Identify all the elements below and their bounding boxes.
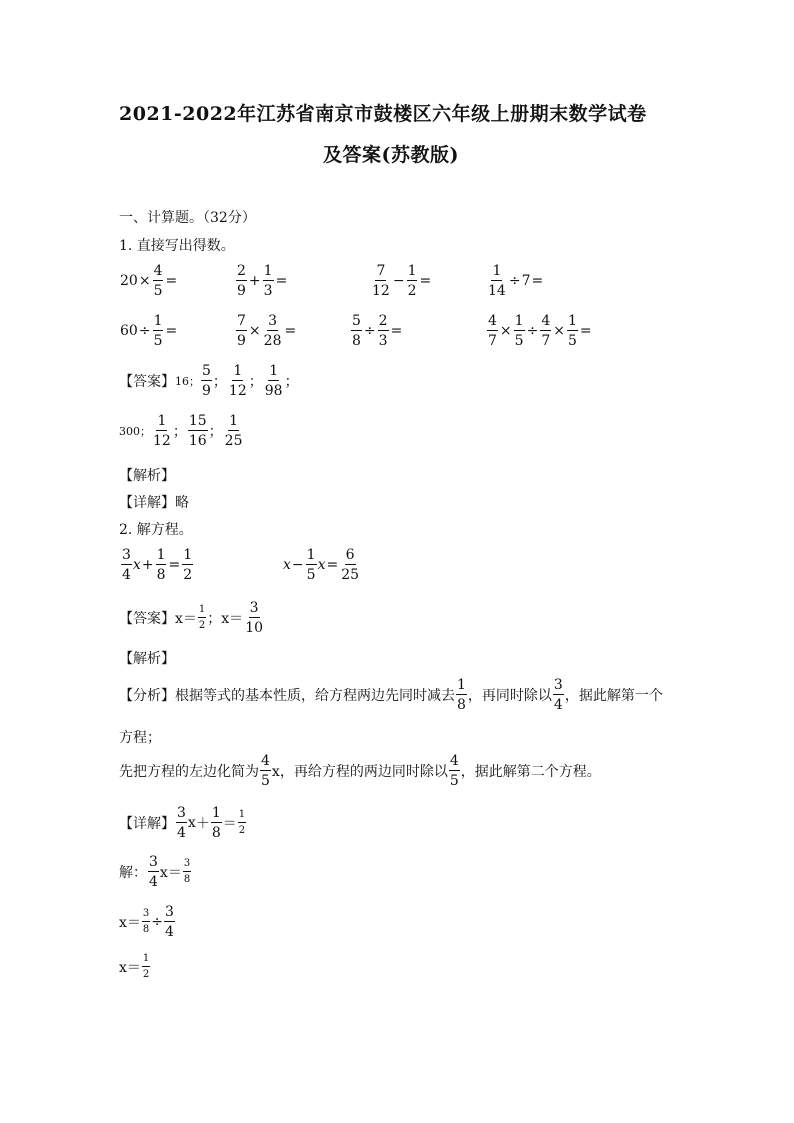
fraction-denominator: 2 [198, 620, 206, 631]
fraction [236, 314, 247, 348]
fraction [153, 264, 164, 298]
math-token: ÷ [526, 323, 539, 339]
calc-item [350, 314, 403, 348]
fraction-denominator: 28 [263, 333, 282, 349]
fraction [182, 548, 193, 582]
math-token: = [531, 273, 544, 289]
fraction-denominator: 9 [202, 383, 211, 399]
fraction [340, 548, 360, 582]
fraction-numerator: 1 [183, 547, 193, 563]
fraction-numerator: 1 [514, 313, 524, 329]
fraction-numerator: 4 [488, 313, 497, 329]
math-token: ÷ [151, 914, 164, 930]
q2-answer [119, 601, 265, 635]
math-token: x [317, 557, 326, 573]
fraction-numerator: 3 [249, 600, 259, 616]
fraction-denominator: 8 [352, 333, 361, 349]
detail-step-4 [119, 954, 151, 980]
math-token: 根据等式的基本性质，给方程两边先同时减去 [175, 688, 455, 704]
math-token: = [275, 273, 288, 289]
math-token: − [392, 273, 405, 289]
math-token: x＝ [221, 611, 244, 627]
fraction [371, 264, 391, 298]
math-token: x＝ [159, 865, 182, 881]
q2-analysis-label: 【解析】 [119, 651, 175, 667]
math-token: = [579, 323, 592, 339]
q1-detail [119, 492, 189, 512]
question-1-prompt: 1. 直接写出得数。 [119, 238, 235, 254]
math-token: ＋ [195, 816, 210, 832]
fraction-denominator: 2 [407, 283, 417, 299]
fraction-numerator: 15 [188, 413, 207, 429]
fraction-numerator: 1 [142, 954, 150, 967]
math-token: ； [207, 611, 222, 627]
math-token: = [390, 323, 403, 339]
detail-step-1 [119, 806, 247, 840]
fraction [351, 314, 362, 348]
math-token: = [419, 273, 432, 289]
math-token: 解： [119, 865, 147, 881]
fraction-numerator: 3 [122, 547, 131, 563]
math-token: + [141, 557, 154, 573]
math-token: 【详解】 [119, 495, 175, 511]
fraction-numerator: 1 [407, 263, 417, 279]
math-token: ； [212, 374, 227, 390]
question-2-prompt: 2. 解方程。 [119, 522, 193, 538]
fraction-denominator: 5 [567, 333, 577, 349]
fraction-denominator: 5 [306, 567, 316, 583]
fraction [378, 314, 389, 348]
fraction-numerator: 7 [376, 263, 386, 279]
math-token: 20 [120, 273, 138, 289]
math-token: 先把方程的左边化简为 [119, 764, 259, 780]
math-token: 【答案】 [119, 374, 175, 390]
fraction-denominator: 7 [488, 333, 497, 349]
math-token: ÷ [363, 323, 376, 339]
fraction [238, 810, 246, 836]
fraction-denominator: 5 [449, 773, 459, 789]
fraction-denominator: 7 [541, 333, 551, 349]
fraction-numerator: 1 [233, 363, 243, 379]
fraction [211, 806, 222, 840]
fraction [244, 601, 264, 635]
math-token: ÷ [508, 273, 521, 289]
math-token: ，据此解第一个 [564, 688, 663, 704]
math-token: ； [208, 424, 223, 440]
math-token: × [138, 273, 151, 289]
math-token: × [499, 323, 512, 339]
math-token: × [553, 323, 565, 339]
fraction [487, 314, 498, 348]
math-token: − [291, 557, 304, 573]
fraction-numerator: 2 [378, 313, 388, 329]
fraction-denominator: 5 [153, 283, 163, 299]
detail-step-2 [119, 855, 192, 889]
fraction-denominator: 4 [165, 924, 174, 940]
fraction-denominator: 4 [149, 874, 158, 890]
calc-item [120, 264, 178, 298]
fraction [224, 414, 244, 448]
fraction [306, 548, 317, 582]
fraction-numerator: 1 [492, 263, 502, 279]
fraction [260, 754, 271, 788]
fraction-denominator: 25 [341, 567, 360, 583]
fraction-denominator: 9 [237, 283, 246, 299]
math-token: ＝ [222, 816, 237, 832]
math-token: = [165, 323, 178, 339]
document-title-line1: 2021-2022年江苏省南京市鼓楼区六年级上册期末数学试卷 [119, 103, 647, 125]
equation-2 [283, 548, 361, 582]
fraction [264, 364, 284, 398]
fraction-numerator: 1 [263, 263, 273, 279]
math-token: 略 [175, 495, 189, 511]
math-token: x [283, 557, 291, 573]
section-heading: 一、计算题。（32分） [119, 210, 256, 226]
document-title-line2: 及答案(苏教版) [323, 144, 459, 166]
fraction-denominator: 2 [142, 969, 150, 980]
calc-item [235, 314, 297, 348]
fraction [201, 364, 212, 398]
fraction [263, 314, 283, 348]
fraction-denominator: 8 [457, 697, 466, 713]
fraction-numerator: 1 [269, 363, 279, 379]
math-token: = [165, 273, 178, 289]
analysis-line-1 [119, 678, 663, 712]
fraction [263, 264, 274, 298]
fraction-denominator: 9 [237, 333, 246, 349]
fraction-denominator: 5 [514, 333, 524, 349]
math-token: 16； [175, 375, 200, 388]
fraction-denominator: 2 [238, 825, 246, 836]
fraction-denominator: 16 [188, 433, 207, 449]
fraction [198, 605, 206, 631]
fraction-denominator: 5 [153, 333, 163, 349]
fraction [553, 678, 564, 712]
fraction-numerator: 1 [457, 677, 466, 693]
fraction [176, 806, 187, 840]
fraction [567, 314, 578, 348]
fraction-numerator: 1 [211, 805, 221, 821]
q1-answer-row1 [119, 364, 299, 398]
fraction [487, 264, 507, 298]
fraction-numerator: 1 [229, 413, 239, 429]
math-token: x＝ [119, 915, 141, 931]
fraction-numerator: 1 [306, 547, 316, 563]
math-token: ； [248, 374, 263, 390]
math-token: 【详解】 [119, 816, 175, 832]
fraction-denominator: 3 [263, 283, 273, 299]
fraction [164, 905, 175, 939]
fraction-numerator: 1 [198, 605, 206, 618]
math-token: x＝ [119, 960, 141, 976]
math-token: + [248, 273, 261, 289]
fraction [142, 954, 150, 980]
math-token: 【答案】 [119, 611, 175, 627]
fraction-numerator: 3 [553, 677, 563, 693]
fraction [188, 414, 208, 448]
fraction-numerator: 5 [352, 313, 361, 329]
fraction-denominator: 4 [122, 567, 131, 583]
math-token: 7 [521, 273, 531, 289]
fraction [540, 314, 551, 348]
fraction-denominator: 8 [156, 567, 166, 583]
math-token: x [132, 557, 141, 573]
fraction-numerator: 4 [153, 263, 163, 279]
math-token: ； [172, 424, 187, 440]
fraction [121, 548, 132, 582]
fraction-numerator: 1 [153, 313, 163, 329]
fraction-denominator: 14 [488, 283, 506, 299]
fraction-denominator: 8 [183, 874, 191, 885]
fraction [514, 314, 525, 348]
calc-item [486, 314, 593, 348]
fraction [228, 364, 248, 398]
calc-item [235, 264, 288, 298]
fraction [152, 414, 172, 448]
math-token: 300； [119, 425, 151, 438]
math-token: ； [284, 374, 299, 390]
fraction-denominator: 8 [142, 924, 150, 935]
fraction-denominator: 4 [553, 697, 563, 713]
calc-item [370, 264, 432, 298]
fraction-denominator: 12 [372, 283, 390, 299]
math-token: ，据此解第二个方程。 [460, 764, 601, 780]
fraction-numerator: 3 [268, 313, 278, 329]
fraction-numerator: 6 [345, 547, 355, 563]
fraction [449, 754, 460, 788]
fraction-denominator: 2 [183, 567, 193, 583]
fraction-denominator: 3 [378, 333, 388, 349]
fraction-numerator: 1 [567, 313, 577, 329]
math-token: 60 [120, 323, 138, 339]
fraction-numerator: 3 [183, 859, 191, 872]
fraction-numerator: 4 [261, 753, 270, 769]
fraction-numerator: 3 [149, 854, 158, 870]
analysis-line-2: 方程； [119, 730, 161, 746]
math-token: ，再同时除以 [467, 688, 552, 704]
math-token: = [326, 557, 339, 573]
fraction-numerator: 3 [142, 909, 150, 922]
fraction-numerator: 1 [238, 810, 246, 823]
fraction-denominator: 4 [177, 825, 186, 841]
fraction-denominator: 12 [228, 383, 247, 399]
fraction-numerator: 4 [449, 753, 459, 769]
analysis-line-3 [119, 754, 601, 788]
math-token: x [187, 815, 196, 831]
fraction [456, 678, 467, 712]
equation-1 [120, 548, 194, 582]
q1-answer-row2 [119, 414, 244, 448]
fraction-numerator: 4 [541, 313, 551, 329]
fraction-denominator: 25 [224, 433, 243, 449]
fraction [153, 314, 164, 348]
math-token: = [168, 557, 181, 573]
fraction-numerator: 7 [237, 313, 246, 329]
fraction-numerator: 1 [156, 547, 166, 563]
fraction [142, 909, 150, 935]
fraction-numerator: 3 [177, 805, 186, 821]
math-token: x＝ [175, 611, 197, 627]
math-token: = [284, 323, 297, 339]
fraction-numerator: 2 [237, 263, 246, 279]
math-token: x，再给方程的两边同时除以 [271, 764, 448, 780]
math-token: 【分析】 [119, 688, 175, 704]
math-token: × [248, 323, 261, 339]
fraction [148, 855, 159, 889]
fraction [236, 264, 247, 298]
fraction-numerator: 3 [165, 904, 174, 920]
fraction-denominator: 8 [211, 825, 221, 841]
fraction-denominator: 10 [245, 620, 264, 636]
fraction [183, 859, 191, 885]
fraction-denominator: 12 [153, 433, 171, 449]
fraction-denominator: 98 [264, 383, 283, 399]
fraction [407, 264, 418, 298]
fraction-numerator: 1 [157, 413, 167, 429]
math-token: ÷ [138, 323, 151, 339]
fraction [156, 548, 167, 582]
calc-item [486, 264, 544, 298]
fraction-numerator: 5 [202, 363, 211, 379]
q1-analysis-label: 【解析】 [119, 468, 175, 484]
fraction-denominator: 5 [261, 773, 270, 789]
detail-step-3 [119, 905, 176, 939]
calc-item [120, 314, 178, 348]
